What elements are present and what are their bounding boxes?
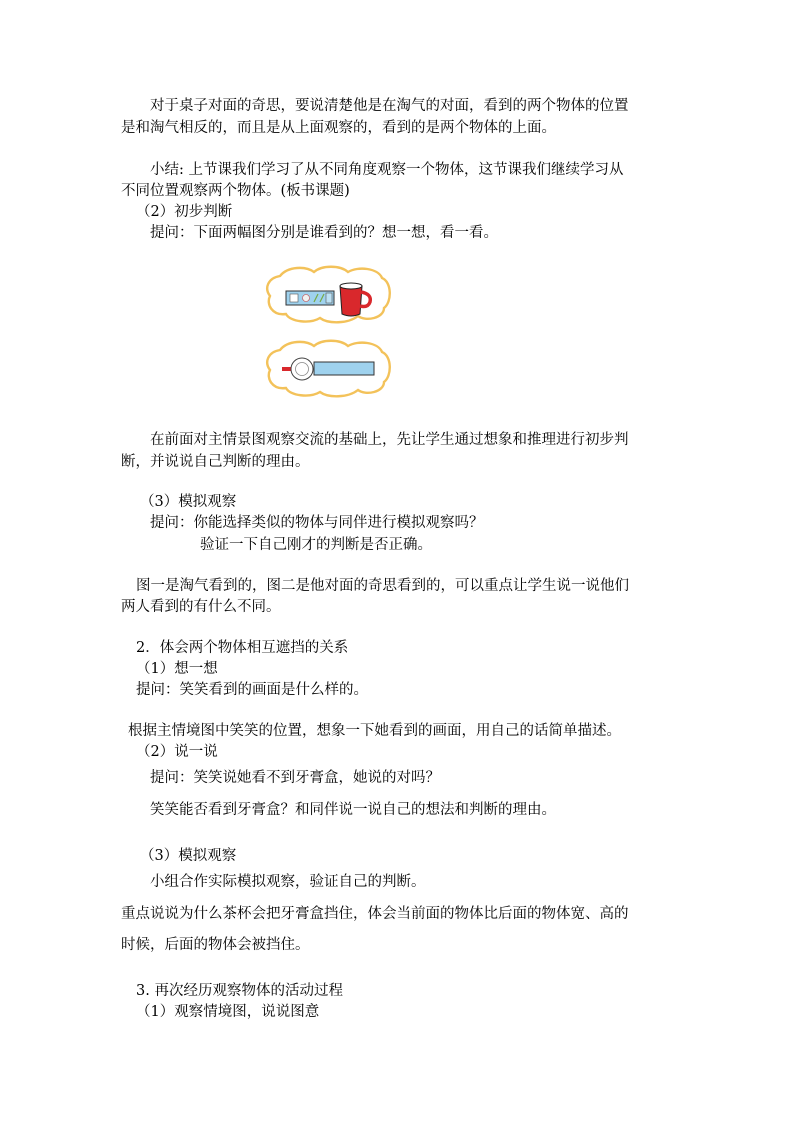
- paragraph-line-1: 对于桌子对面的奇思，要说清楚他是在淘气的对面，看到的两个物体的位置: [150, 98, 629, 114]
- instruction-imagine: 根据主情境图中笑笑的位置，想象一下她看到的画面，用自己的话简单描述。: [128, 723, 621, 739]
- toothpaste-box-icon: [286, 291, 334, 305]
- question-xiaoxiao-view: 提问：笑笑看到的画面是什么样的。: [136, 682, 368, 698]
- figure-top-view: [262, 338, 394, 400]
- question-toothpaste-hidden: 提问：笑笑说她看不到牙膏盒，她说的对吗？: [150, 770, 440, 786]
- subheading-observe: （1）观察情境图，说说图意: [136, 1004, 320, 1020]
- discussion-line-2: 断，并说说自己判断的理由。: [121, 454, 310, 470]
- subheading-simulate-2: （3）模拟观察: [140, 848, 237, 864]
- section-heading-simulated-observation: （3）模拟观察: [140, 494, 237, 510]
- explanation-line-1: 图一是淘气看到的，图二是他对面的奇思看到的，可以重点让学生说一说他们: [136, 578, 629, 594]
- question-simulate: 提问：你能选择类似的物体与同伴进行模拟观察吗？: [150, 515, 484, 531]
- emphasis-line-1: 重点说说为什么茶杯会把牙膏盒挡住，体会当前面的物体比后面的物体宽、高的: [121, 906, 629, 922]
- subheading-say: （2）说一说: [136, 744, 218, 760]
- question-verify: 验证一下自己刚才的判断是否正确。: [200, 537, 432, 553]
- emphasis-line-2: 时候，后面的物体会被挡住。: [121, 937, 310, 953]
- explanation-line-2: 两人看到的有什么不同。: [121, 599, 281, 615]
- toothpaste-box-top-icon: [314, 362, 374, 375]
- figure-side-view: [262, 264, 394, 326]
- summary-line-2: 不同位置观察两个物体。(板书课题): [121, 183, 350, 199]
- section-heading-2: 2．体会两个物体相互遮挡的关系: [136, 640, 349, 656]
- paragraph-line-2: 是和淘气相反的，而且是从上面观察的，看到的是两个物体的上面。: [121, 120, 556, 136]
- subheading-think: （1）想一想: [136, 661, 218, 677]
- group-activity: 小组合作实际模拟观察，验证自己的判断。: [150, 874, 426, 890]
- summary-line-1: 小结: 上节课我们学习了从不同角度观察一个物体，这节课我们继续学习从: [150, 162, 624, 178]
- question-line: 提问：下面两幅图分别是谁看到的？想一想，看一看。: [150, 225, 498, 241]
- section-heading-initial-judgment: （2）初步判断: [136, 204, 233, 220]
- discussion-toothpaste: 笑笑能否看到牙膏盒？和同伴说一说自己的想法和判断的理由。: [150, 802, 556, 818]
- section-heading-3: 3. 再次经历观察物体的活动过程: [136, 983, 343, 999]
- discussion-line-1: 在前面对主情景图观察交流的基础上，先让学生通过想象和推理进行初步判: [150, 432, 629, 448]
